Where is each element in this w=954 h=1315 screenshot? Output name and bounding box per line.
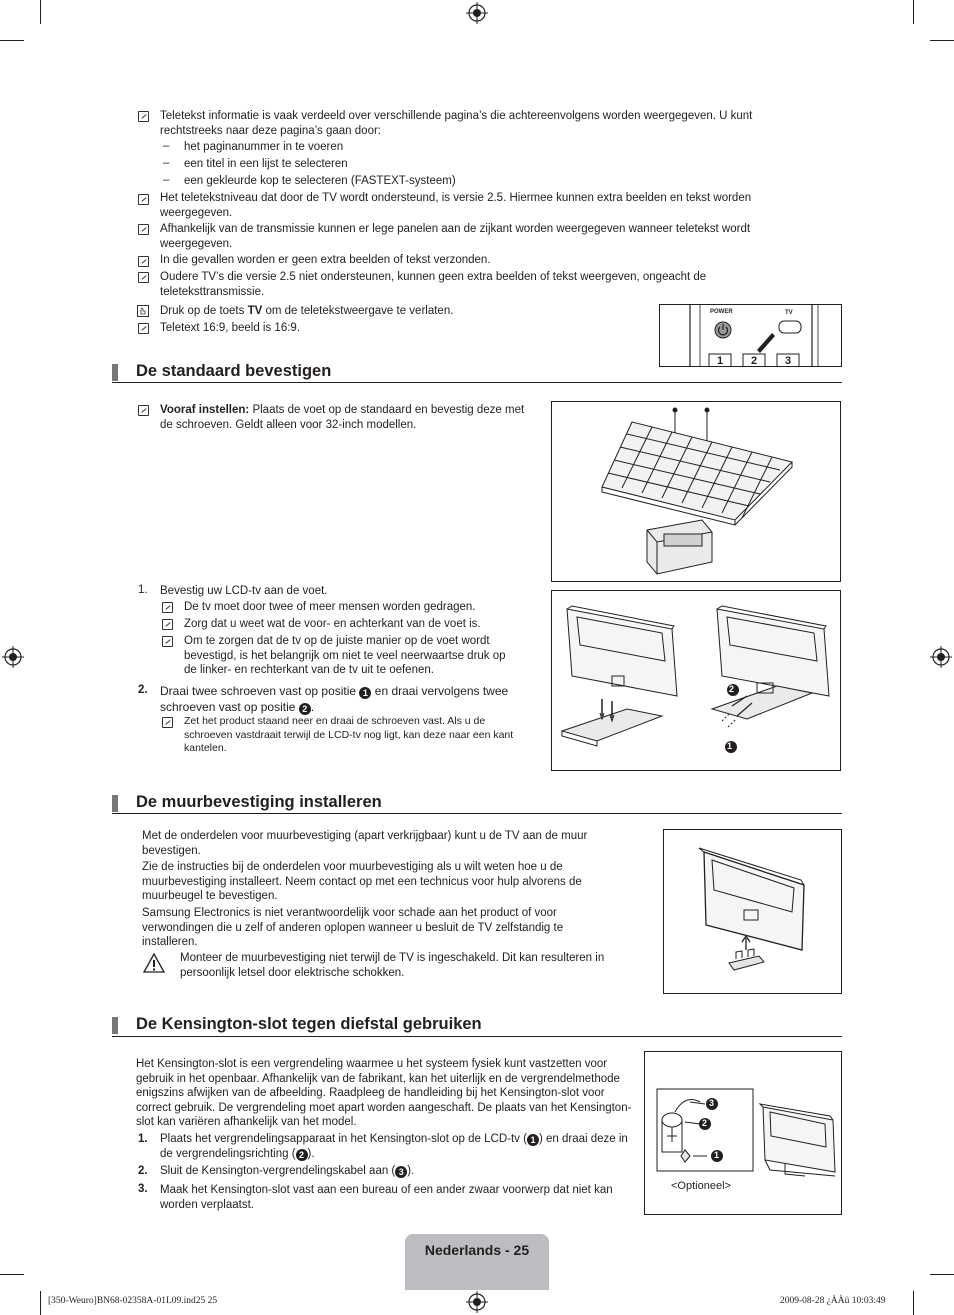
crop-mark [913, 1291, 914, 1315]
kensington-figure [644, 1051, 842, 1215]
wall-mount-figure [663, 829, 842, 994]
note-text: Druk op de toets TV om de teletekstweergave te verlaten. [160, 305, 454, 317]
crop-mark [0, 1274, 24, 1275]
callout-1-label: 1 [727, 741, 733, 751]
list-item: het paginanummer in te voeren [184, 141, 344, 153]
crop-mark [0, 40, 24, 41]
page-number: Nederlands - 25 [424, 1242, 530, 1258]
footer-date: 2009-08-28 ¿ÀÀü 10:03:49 [780, 1296, 886, 1306]
note-icon [162, 619, 173, 630]
dash-bullet: – [163, 174, 170, 186]
footer-file: [350-Weuro]BN68-02358A-01L09.ind25 25 [48, 1296, 218, 1306]
paragraph: Het Kensington-slot is een vergrendeling waarmee u het systeem fysiek kunt vastzetten voor gebruik in het openbaar. Afhankelijk van de fabrikant, kan het uiterlijk en de vergrendelmethode enigszins afwijken van de afbeelding. Raadpleeg de handleiding bij het Kensington-slot voor correct gebruik. De vergrendeling moet apart worden aangeschaft. De plaats van het Kensington-slot kan variëren afhankelijk van het model. [136, 1058, 632, 1128]
hand-press-icon [137, 305, 149, 317]
key-1-label: 1 [717, 355, 724, 367]
step-number: 1. [138, 1133, 148, 1145]
list-item: een titel in een lijst te selecteren [184, 158, 348, 170]
step-number: 3. [138, 1183, 148, 1195]
note-text: De tv moet door twee of meer mensen worden gedragen. [184, 601, 476, 613]
note-icon [138, 272, 149, 283]
note-text: Om te zorgen dat de tv op de juiste manier op de voet wordt bevestigd, is het belangrijk om niet te veel neerwaartse druk op de linker- en rechterkant van de tv uit te oefenen. [184, 635, 506, 676]
note-text: Teletekst informatie is vaak verdeeld over verschillende pagina’s die achtereenvolgens worden weergegeven. U kunt rechtstreeks naar deze pagina’s gaan door: [160, 110, 753, 137]
note-text: Teletext 16:9, beeld is 16:9. [160, 322, 301, 334]
step-number: 2. [138, 684, 148, 696]
section-marker [112, 364, 118, 381]
note-text: Zet het product staand neer en draai de schroeven vast. Als u de schroeven vastdraait terwijl de LCD-tv nog ligt, kan deze naar een kant kantelen. [184, 715, 514, 754]
paragraph: Samsung Electronics is niet verantwoordelijk voor schade aan het product of voor verwondingen die u zelf of anderen oplopen wanneer u besluit de TV zelfstandig te installeren. [142, 907, 564, 948]
note-icon [162, 602, 173, 613]
crop-mark [40, 1291, 41, 1315]
note-icon [138, 323, 149, 334]
note-icon [138, 194, 149, 205]
optional-label: <Optioneel> [671, 1180, 731, 1192]
section-marker [112, 795, 118, 812]
step-text: Draai twee schroeven vast op positie 1 en draai vervolgens twee schroeven vast op positie 2 . [160, 684, 509, 714]
callout-1-icon: 1 [359, 687, 371, 699]
callout-2-icon: 2 [296, 1149, 308, 1161]
callout-3-icon: 3 [395, 1166, 407, 1178]
registration-mark-icon [2, 646, 24, 668]
key-3-label: 3 [785, 355, 792, 367]
key-2-label: 2 [751, 355, 758, 367]
section-rule [112, 1036, 842, 1037]
note-text: Oudere TV’s die versie 2.5 niet ondersteunen, kunnen geen extra beelden of tekst weergeven, ongeacht de teleteksttransmissie. [160, 271, 707, 298]
note-icon [162, 717, 173, 728]
crop-mark [913, 0, 914, 24]
note-icon [138, 256, 149, 267]
dash-bullet: – [163, 157, 170, 169]
tv-mounting-figure [551, 590, 841, 771]
list-item: een gekleurde kop te selecteren (FASTEXT-systeem) [184, 175, 456, 187]
note-icon [138, 111, 149, 122]
note-text: Het teletekstniveau dat door de TV wordt ondersteund, is versie 2.5. Hiermee kunnen extra beelden en tekst worden weergegeven. [160, 192, 752, 219]
section-rule [112, 382, 842, 383]
step-number: 1. [138, 584, 148, 596]
section-title: De standaard bevestigen [136, 362, 332, 380]
warning-text: Monteer de muurbevestiging niet terwijl de TV is ingeschakeld. Dit kan resulteren in persoonlijk letsel door elektrische schokken. [180, 952, 605, 979]
step-text: Sluit de Kensington-vergrendelingskabel aan ( 3 ). [160, 1165, 415, 1177]
paragraph: Met de onderdelen voor muurbevestiging (apart verkrijgbaar) kunt u de TV aan de muur bevestigen. [142, 830, 588, 857]
note-text: In die gevallen worden er geen extra beelden of tekst verzonden. [160, 254, 491, 266]
step-text: Maak het Kensington-slot vast aan een bureau of een ander zwaar voorwerp dat niet kan worden verplaatst. [160, 1184, 613, 1211]
remote-control-figure [659, 304, 842, 367]
callout-2-label: 2 [729, 684, 735, 694]
crop-mark [930, 40, 954, 41]
registration-mark-icon [466, 2, 488, 24]
note-icon [162, 636, 173, 647]
crop-mark [930, 1274, 954, 1275]
note-text: Zorg dat u weet wat de voor- en achterkant van de voet is. [184, 618, 481, 630]
crop-mark [40, 0, 41, 24]
callout-2-icon: 2 [299, 703, 311, 715]
note-icon [138, 224, 149, 235]
section-marker [112, 1017, 118, 1034]
registration-mark-icon [466, 1291, 488, 1313]
stand-base-figure [551, 401, 841, 582]
section-title: De muurbevestiging installeren [136, 793, 382, 811]
note-icon [138, 405, 149, 416]
note-text: Afhankelijk van de transmissie kunnen er lege panelen aan de zijkant worden weergegeven wanneer teletekst wordt weergegeven. [160, 223, 751, 250]
step-text: Plaats het vergrendelingsapparaat in het Kensington-slot op de LCD-tv ( 1 ) en draai deze in de vergrendelingsrichting ( 2 ). [160, 1133, 628, 1160]
callout-2-label: 2 [702, 1118, 708, 1128]
step-number: 2. [138, 1165, 148, 1177]
dash-bullet: – [163, 140, 170, 152]
callout-1-label: 1 [714, 1150, 720, 1160]
step-text: Bevestig uw LCD-tv aan de voet. [160, 585, 328, 597]
paragraph: Zie de instructies bij de onderdelen voor muurbevestiging als u wilt weten hoe u de muurbevestiging installeert. Neem contact op met een technicus voor hulp alvorens de muurbeugel te bevestigen. [142, 861, 582, 902]
section-rule [112, 813, 842, 814]
callout-3-label: 3 [709, 1098, 715, 1108]
section-title: De Kensington-slot tegen diefstal gebruiken [136, 1015, 482, 1033]
note-text: Vooraf instellen: Plaats de voet op de standaard en bevestig deze met de schroeven. Geldt alleen voor 32-inch modellen. [160, 404, 525, 431]
warning-icon [142, 952, 166, 974]
callout-1-icon: 1 [527, 1134, 539, 1146]
tv-key-label: TV [785, 310, 793, 316]
power-label: POWER [710, 309, 733, 315]
registration-mark-icon [930, 646, 952, 668]
